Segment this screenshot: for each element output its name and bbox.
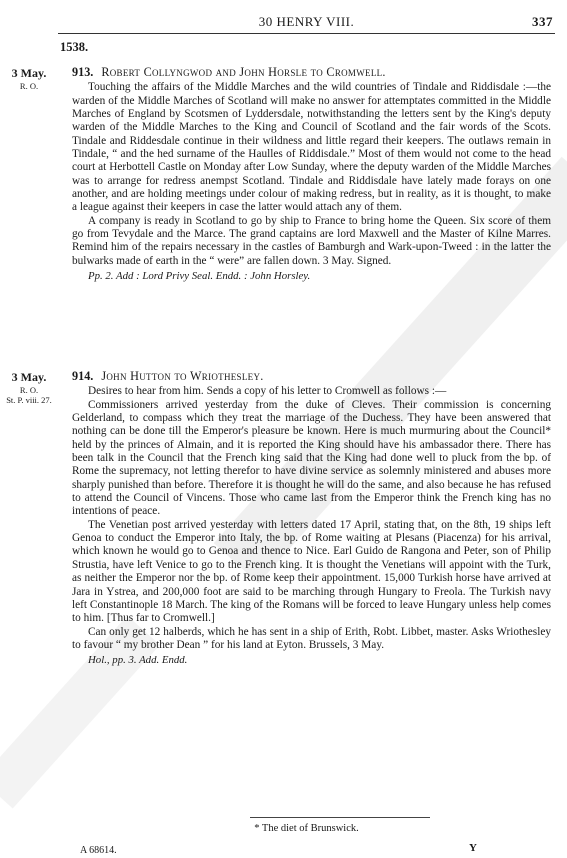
entry-title — [72, 370, 551, 383]
paragraph: Can only get 12 halberds, which he has sent in a ship of Erith, Robt. Libbet, master. Asks Wriothesley to favour “ my brother Dean ” for his land at Eyton. Brussels, 3 May. — [72, 625, 551, 651]
footnote-rule — [250, 817, 430, 818]
entry-number: 914. — [72, 369, 94, 383]
entry-note: Pp. 2. Add : Lord Privy Seal. Endd. : John Horsley. — [88, 270, 311, 283]
entry-source: R. O. — [19, 385, 39, 395]
signature-mark: Y — [469, 842, 477, 854]
paragraph: Commissioners arrived yesterday from the duke of Cleves. Their commission is concerning Gelderland, to compass which they treat the marriage of the Duchess. They have been answered that nothing can be done till the Emperor's pleasure be known. Here is much murmuring about the Council* held by the princes of Almain, and it is reported the King should have his ambassador there. There has been talk in the Council that the French king said that the King had done well to pluck from the bp. of Rome the supremacy, not letting therefor to have divine service as solemnly ministered and abuses more sharply punished than before. Therefore it is thought he will do the same, and also because he has refused to attend the Council of Vincens. Those who came last from the Emperor think the French king has no intentions of peace. — [72, 398, 551, 518]
paragraph: The Venetian post arrived yesterday with letters dated 17 April, stating that, on the 8th, 19 ships left Genoa to conduct the Emperor into Italy, the bp. of Rome waiting at Plesans (Piacenza) for his arrival, which known he would go to Genoa and thence to Nice. Earl Guido de Rangona and Peter, son of Philip Strustia, have left Venice to go to the French king. It is thought the Venetians will appoint with the Turk, as neither the Emperor nor the bp. of Rome keep their appointment. 15,000 Turkish horse have arrived at Jara in Ystrea, and 200,000 foot are said to be marching through Hungary to Freola. The Turkish navy left Constantinople 18 March. The king of the Romans will be forced to leave Hungary unless help comes to him. [Thus far to Cromwell.] — [72, 518, 551, 625]
entry-margin — [0, 66, 58, 91]
entry-note: Hol., pp. 3. Add. Endd. — [88, 654, 188, 667]
page-number: 337 — [532, 14, 553, 29]
year-marker: 1538. — [60, 40, 89, 54]
entry-title-text: Robert Collyngwod and John Horsle to Cromwell. — [101, 65, 386, 79]
entry-title — [72, 66, 551, 79]
paragraph: Desires to hear from him. Sends a copy of his letter to Cromwell as follows :— — [88, 385, 447, 398]
entry-title-text: John Hutton to Wriothesley. — [101, 369, 264, 383]
running-head-title: 30 HENRY VIII. — [258, 14, 355, 29]
entry-913 — [11, 65, 555, 284]
entry-914 — [6, 369, 555, 668]
printer-mark: A 68614. — [80, 845, 117, 856]
entry-body — [72, 66, 551, 284]
entry-source-secondary: St. P. viii. 27. — [6, 395, 52, 405]
entry-date: 3 May. — [11, 66, 47, 80]
entry-margin — [0, 370, 58, 405]
entry-source: R. O. — [19, 81, 39, 91]
header-rule — [58, 33, 555, 34]
paragraph: Touching the affairs of the Middle Marches and the wild countries of Tindale and Riddisdale :—the warden of the Middle Marches of Scotland will make no answer for attemptates committed in the Middle Marches of England by Scotsmen of Lyddersdale, notwithstanding the letters sent by the King's deputy warden of the Middle Marches to the King and Council of Scotland and the fair words of the Scots. Tindale and Riddesdale continue in their wildness and little regard their keepers. The outlaws remain in Tindale, “ and the hed surname of the Haulles of Riddisdale.” Most of them would not come to the head court at Herbottell Castle on Monday after Low Sunday, where the deputy warden of the Middle Marches was to arrange for redress anempst Scotland. Tindale and Riddisdale have lately made forays on one another, and are holding meetings under colour of making redress, but in reality, as it is thought, to make a league against their keepers in case the latter would attach any of them. — [72, 81, 551, 214]
entry-number: 913. — [72, 65, 94, 79]
entry-body — [72, 370, 551, 668]
running-head — [60, 14, 553, 30]
paragraph: A company is ready in Scotland to go by ship to France to bring home the Queen. Six score of them go from Tevydale and the Marce. The grand captains are lord Maxwell and the Master of Kilne Marres. Remind him of the repairs necessary in the castles of Bamburgh and Wark-upon-Tweed : in the latter the bulwarks made of earth in the “ were” are fallen down. 3 May. Signed. — [72, 214, 551, 267]
entry-date: 3 May. — [11, 370, 47, 384]
footnote: * The diet of Brunswick. — [254, 823, 359, 834]
